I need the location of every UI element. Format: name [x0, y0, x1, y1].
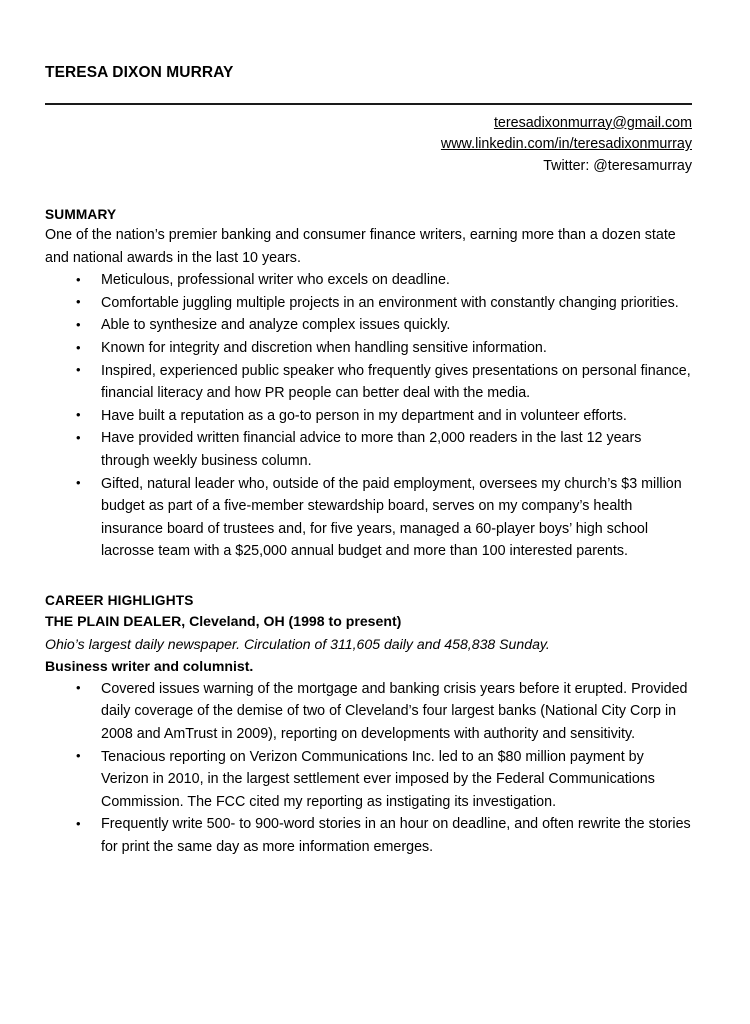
- employer-note: Ohio’s largest daily newspaper. Circulation of 311,605 daily and 458,838 Sunday.: [45, 635, 550, 652]
- section-heading-career: CAREER HIGHLIGHTS: [45, 593, 194, 608]
- list-item: • Able to synthesize and analyze complex issues quickly.: [45, 314, 692, 337]
- contact-block: [45, 113, 692, 178]
- linkedin-link[interactable]: www.linkedin.com/in/teresadixonmurray: [440, 136, 692, 153]
- list-item: • Have provided written financial advice to more than 2,000 readers in the last 12 years through weekly business column.: [45, 427, 692, 472]
- summary-bullet-list: [45, 269, 692, 563]
- employer-name: THE PLAIN DEALER, Cleveland, OH (1998 to present): [45, 613, 402, 629]
- career-entry: [45, 610, 692, 859]
- page-title: TERESA DIXON MURRAY: [45, 64, 234, 81]
- list-item: • Comfortable juggling multiple projects in an environment with constantly changing priorities.: [45, 292, 692, 315]
- list-item: • Tenacious reporting on Verizon Communications Inc. led to an $80 million payment by Verizon in 2010, in the largest settlement ever imposed by the Federal Communications Commission. The FCC cited my reporting as instigating its investigation.: [45, 746, 692, 814]
- list-item: • Frequently write 500- to 900-word stories in an hour on deadline, and often rewrite the stories for print the same day as more information emerges.: [45, 813, 692, 858]
- header-divider: [45, 103, 692, 105]
- list-item: • Inspired, experienced public speaker who frequently gives presentations on personal finance, financial literacy and how PR people can better deal with the media.: [45, 360, 692, 405]
- list-item: • Gifted, natural leader who, outside of the paid employment, oversees my church’s $3 million budget as part of a five-member stewardship board, serves on my company’s health insurance board of trustees and, for five years, managed a 60-player boys’ high school lacrosse team with a $25,000 annual budget and more than 100 interested parents.: [45, 473, 692, 563]
- email-link[interactable]: teresadixonmurray@gmail.com: [493, 114, 692, 131]
- list-item: • Covered issues warning of the mortgage and banking crisis years before it erupted. Provided daily coverage of the demise of two of Cleveland’s four largest banks (National City Corp in 2008 and AmTrust in 2009), reporting on developments with authority and sensitivity.: [45, 678, 692, 746]
- summary-intro: One of the nation’s premier banking and consumer finance writers, earning more than a dozen state and national awards in the last 10 years.: [45, 227, 676, 266]
- list-item: • Known for integrity and discretion when handling sensitive information.: [45, 337, 692, 360]
- list-item: • Meticulous, professional writer who excels on deadline.: [45, 269, 692, 292]
- section-heading-summary: SUMMARY: [45, 207, 117, 223]
- career-bullet-list: [45, 678, 692, 859]
- twitter-handle: Twitter: @teresamurray: [543, 157, 692, 174]
- list-item: • Have built a reputation as a go-to person in my department and in volunteer efforts.: [45, 405, 692, 428]
- job-title: Business writer and columnist.: [45, 658, 254, 675]
